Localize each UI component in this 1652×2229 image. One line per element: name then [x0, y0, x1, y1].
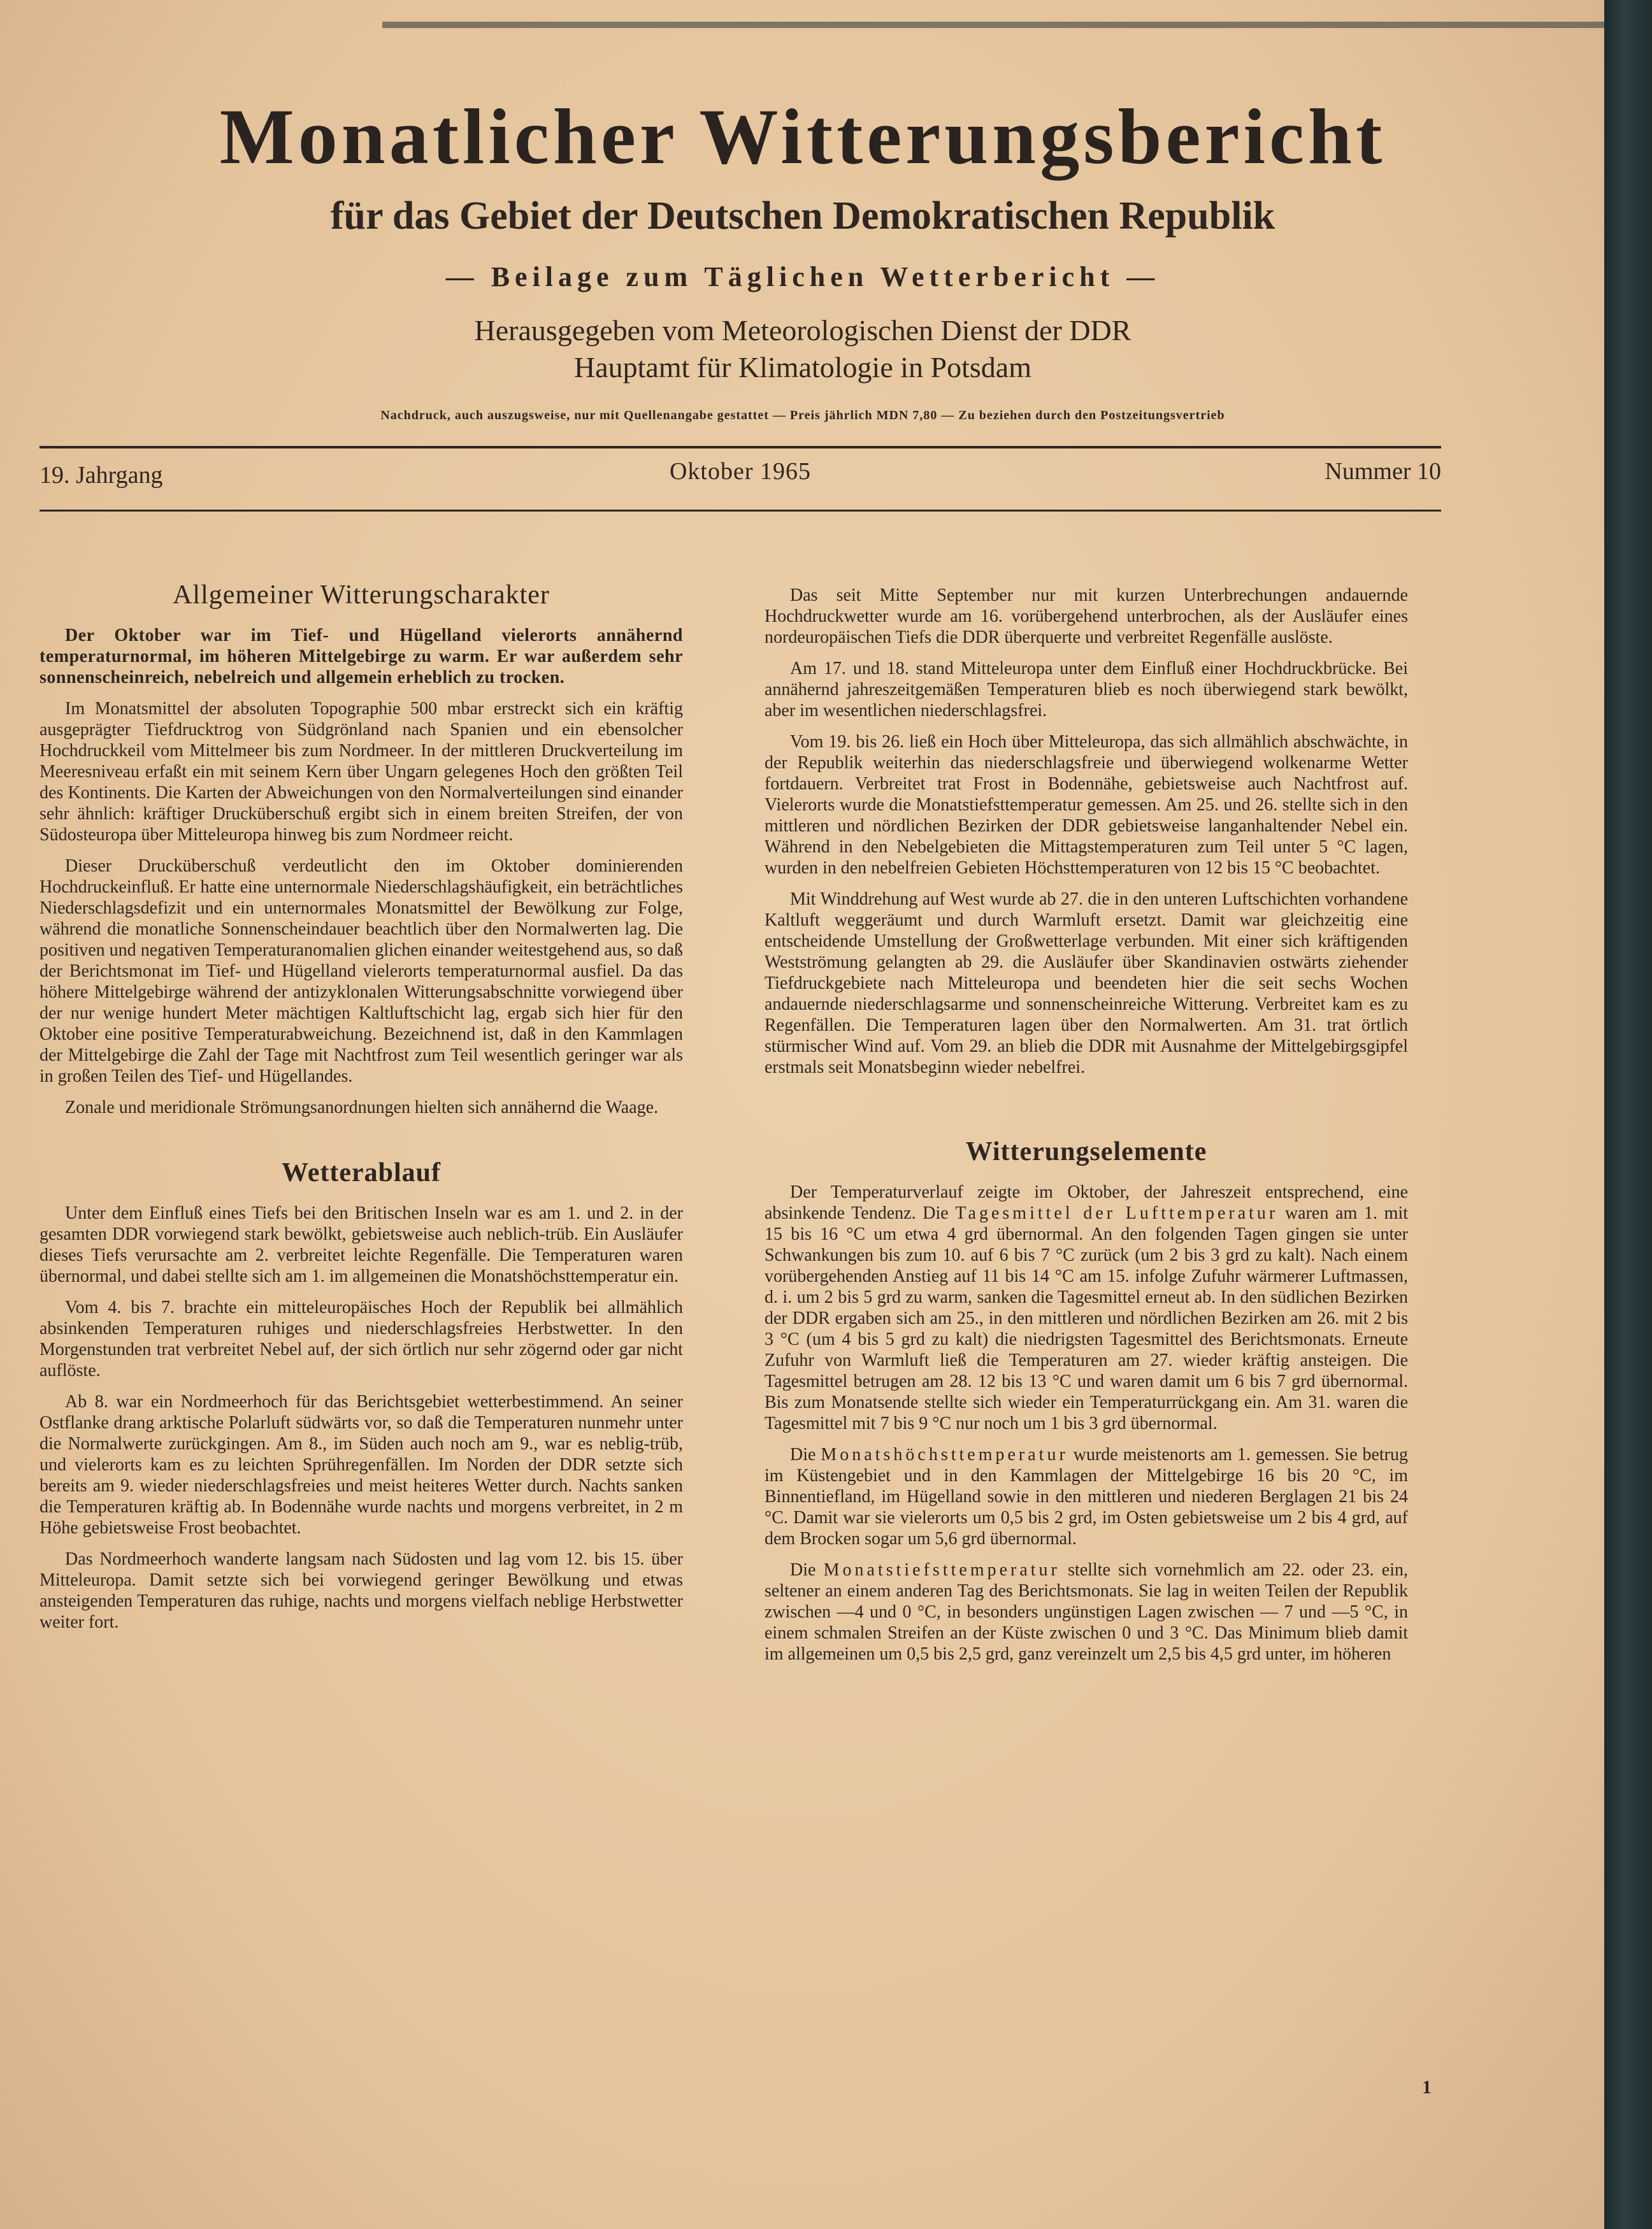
publisher-line-1: Herausgegeben vom Meteorologischen Dienst der DDR [474, 314, 1131, 347]
supplement-line: — Beilage zum Täglichen Wetterbericht — [445, 261, 1160, 293]
paragraph: Am 17. und 18. stand Mitteleuropa unter dem Einfluß einer Hochdruckbrücke. Bei annähernd jahreszeitgemäßen Temperaturen blieb es noch überwiegend stark bewölkt, aber im wesentlichen niederschlagsfrei. [765, 659, 1408, 720]
volume: 19. Jahrgang [40, 462, 163, 489]
publication-title: Monatlicher Witterungsbericht [219, 93, 1386, 180]
paragraph: Ab 8. war ein Nordmeerhoch für das Berichtsgebiet wetterbestimmend. An seiner Ostflanke drang arktische Polarluft südwärts vor, so daß die Temperaturen nunmehr unter die Normalwerte zurückgingen. Am 8., im Süden auch noch am 9., war es neblig-trüb, und vielerorts kam es zu leichten Sprühregenfällen. Im Norden der DDR setzte sich bereits am 9. wieder niederschlagsfreies und meist heiteres Wetter durch. Nachts sanken die Temperaturen kräftig ab. In Bodennähe wurde nachts und morgens verbreitet, in 2 m Höhe gebietsweise Frost beobachtet. [40, 1392, 683, 1538]
text-run: Die [790, 1560, 824, 1580]
issue-info-line [40, 457, 1441, 496]
paragraph [765, 1444, 1408, 1549]
lead-paragraph: Der Oktober war im Tief- und Hügelland vielerorts annähernd temperaturnormal, im höheren Mittelgebirge zu warm. Er war außerdem sehr sonnenscheinreich, nebelreich und allgemein erheblich zu trocken. [40, 626, 683, 687]
paragraph: Unter dem Einfluß eines Tiefs bei den Britischen Inseln war es am 1. und 2. in der gesamten DDR vorwiegend stark bewölkt, gebietsweise auch neblich-trüb. Ein Ausläufer dieses Tiefs verursachte am 2. verbreitet leichte Regenfälle. Die Temperaturen waren übernormal, und dabei stellte sich am 1. im allgemeinen die Monatshöchsttemperatur ein. [40, 1203, 683, 1286]
heading-wetterablauf: Wetterablauf [282, 1158, 441, 1187]
paragraph: Zonale und meridionale Strömungsanordnungen hielten sich annähernd die Waage. [65, 1098, 659, 1117]
spaced-term: Monatstiefsttemperatur [823, 1560, 1060, 1580]
paragraph: Dieser Drucküberschuß verdeutlicht den im Oktober dominierenden Hochdruckeinfluß. Er hatte eine unternormale Niederschlagshäufigkeit, ein beträchtliches Niederschlagsdefizit und ein unternormales Monatsmittel der Bewölkung zur Folge, während die monatliche Sonnenscheindauer beachtlich über den Normalwerten lag. Die positiven und negativen Temperaturanomalien glichen einander weitestgehend aus, so daß der Berichtsmonat im Tief- und Hügelland vielerorts temperaturnormal ausfiel. Da das höhere Mittelgebirge während der antizyklonalen Witterungsabschnitte vorwiegend über der nur wenige hundert Meter mächtigen Kaltluftschicht lag, ergab sich hier für den Oktober eine positive Temperaturabweichung. Bezeichnend ist, daß in den Kammlagen der Mittelgebirge die Zahl der Tage mit Nachtfrost zum Teil wesentlich geringer war als in großen Teilen des Tief- und Hügellandes. [40, 856, 683, 1086]
text-run: Die [790, 1445, 821, 1465]
paragraph: Vom 4. bis 7. brachte ein mitteleuropäisches Hoch der Republik bei allmählich absinkenden Temperaturen ruhiges und niederschlagsfreies Herbstwetter. In den Morgenstunden trat verbreitet Nebel auf, der sich örtlich nur sehr zögernd oder gar nicht auflöste. [40, 1298, 683, 1380]
right-column [765, 585, 1408, 1675]
paragraph: Mit Winddrehung auf West wurde ab 27. die in den unteren Luftschichten vorhandene Kaltluft weggeräumt und durch Warmluft ersetzt. Damit war gleichzeitig eine entscheidende Umstellung der Großwetterlage verbunden. Mit einer sich kräftigenden Westströmung gelangten ab 29. die Ausläufer über Skandinavien ostwärts ziehender Tiefdruckgebiete nach Mitteleuropa und beendeten hier die seit sechs Wochen andauernde niederschlagsarme und sonnenscheinreiche Witterung. Verbreitet kam es zu Regenfällen. Die Temperaturen lagen über den Normalwerten. Am 31. trat örtlich stürmischer Wind auf. Vom 29. an blieb die DDR mit Ausnahme der Mittelgebirgsgipfel erstmals seit Monatsbeginn wieder nebelfrei. [765, 889, 1408, 1077]
paragraph [765, 1182, 1408, 1434]
publisher-line-2: Hauptamt für Klimatologie in Potsdam [573, 350, 1031, 383]
text-run: wurde meistenorts am 1. gemessen. Sie betrug im Küstengebiet und in den Kammlagen der Mittelgebirge 16 bis 20 °C, im Binnentiefland, im Hügelland sowie in den mittleren und niederen Berglagen 21 bis 24 °C. Damit war sie vielerorts um 0,5 bis 2 grd, im Osten gebietsweise um 2 bis 4 grd, auf dem Brocken sogar um 5,6 grd übernormal. [765, 1445, 1408, 1549]
publication-subtitle: für das Gebiet der Deutschen Demokratischen Republik [330, 194, 1275, 238]
page-number: 1 [1422, 2077, 1432, 2098]
paragraph: Das Nordmeerhoch wanderte langsam nach Südosten und lag vom 12. bis 15. über Mitteleuropa. Damit setzte sich bei vorwiegend geringer Bewölkung und etwas ansteigenden Temperaturen das ruhige, nachts und morgens vielfach neblige Herbstwetter weiter fort. [40, 1549, 683, 1632]
paragraph: Das seit Mitte September nur mit kurzen Unterbrechungen andauernde Hochdruckwetter wurde am 16. vorübergehend unterbrochen, als der Ausläufer eines nordeuropäischen Tiefs die DDR überquerte und verbreitet Regenfälle auslöste. [765, 585, 1408, 647]
rule-bottom [40, 510, 1441, 512]
heading-allgemeiner-witterungscharakter: Allgemeiner Witterungscharakter [173, 580, 550, 610]
text-run: Der Temperaturverlauf zeigte im Oktober, der Jahreszeit entsprechend, eine absinkende Tendenz. Die [765, 1182, 1408, 1223]
book-binding [1604, 0, 1652, 2229]
reprint-notice: Nachdruck, auch auszugsweise, nur mit Quellenangabe gestattet — Preis jährlich MDN 7,80 — Zu beziehen durch den Postzeitungsvertrieb [380, 408, 1225, 423]
text-run: waren am 1. mit 15 bis 16 °C um etwa 4 grd übernormal. An den folgenden Tagen gingen sie unter Schwankungen bis zum 10. auf 6 bis 7 °C zurück (um 2 bis 3 grd zu kalt). Nach einem vorübergehenden Anstieg auf 11 bis 14 °C am 15. infolge Zufuhr wärmerer Luftmassen, d. i. um 2 bis 5 grd zu warm, sanken die Tagesmittel erneut ab. In den südlichen Bezirken der DDR ergaben sich am 25., in den mittleren und nördlichen Bezirken am 26. mit 2 bis 3 °C (um 4 bis 5 grd zu kalt) die niedrigsten Tagesmittel des Berichtsmonats. Erneute Zufuhr von Warmluft ließ die Temperaturen am 27. wieder kräftig ansteigen. Die Tagesmittel betrugen am 28. 12 bis 13 °C und waren damit um 6 bis 7 grd übernormal. Bis zum Monatsende stellte sich wieder ein Temperaturrückgang ein. Am 31. waren die Tagesmittel mit 7 bis 9 °C nur noch um 1 bis 3 grd übernormal. [765, 1203, 1409, 1433]
spaced-term: Monatshöchsttemperatur [821, 1445, 1068, 1465]
heading-witterungselemente: Witterungselemente [965, 1137, 1207, 1166]
spaced-term: Tagesmittel der Lufttemperatur [955, 1203, 1279, 1223]
text-run: stellte sich vornehmlich am 22. oder 23. ein, seltener an einem anderen Tag des Berichtsmonats. Sie lag in weiten Teilen der Republik zwischen —4 und 0 °C, in besonders ungünstigen Lagen zwischen — 7 und —5 °C, in einem schmalen Streifen an der Küste zwischen 0 und 3 °C. Das Minimum blieb damit im allgemeinen um 0,5 bis 2,5 grd, ganz vereinzelt um 2,5 bis 4,5 grd unter, im höheren [765, 1560, 1409, 1664]
top-edge-strip [382, 22, 1604, 28]
left-column [40, 580, 683, 1643]
publisher-block [38, 312, 1567, 385]
issue-number: Nummer 10 [1325, 458, 1441, 485]
issue-date: Oktober 1965 [669, 458, 812, 485]
paragraph: Vom 19. bis 26. ließ ein Hoch über Mitteleuropa, das sich allmählich abschwächte, in der Republik weiterhin das niederschlagsfreie und überwiegend wolkenarme Wetter fortdauern. Verbreitet trat Frost in Bodennähe, gebietsweise auch Nachtfrost auf. Vielerorts wurde die Monatstiefsttemperatur gemessen. Am 25. und 26. stellte sich in den mittleren und nördlichen Bezirken der DDR gebietsweise langanhaltender Nebel ein. Während in den Nebelgebieten die Mittagstemperaturen zum Teil unter 5 °C lagen, wurden in den nebelfreien Gebieten Höchsttemperaturen von 12 bis 15 °C beobachtet. [765, 732, 1408, 878]
rule-top [40, 446, 1441, 448]
masthead [38, 93, 1567, 423]
paragraph: Im Monatsmittel der absoluten Topographie 500 mbar erstreckt sich ein kräftig ausgeprägter Tiefdrucktrog von Südgrönland nach Spanien und ein ebensolcher Hochdruckkeil vom Mittelmeer bis zum Nordmeer. In der mittleren Druckverteilung im Meeresniveau erfaßt ein mit seinem Kern über Ungarn gelegenes Hoch den größten Teil des Kontinents. Die Karten der Abweichungen von den Normalverteilungen sind einander sehr ähnlich: kräftiger Drucküberschuß ergibt sich in einem breiten Streifen, der von Südosteuropa über Mitteleuropa hinweg bis zum Nordmeer reicht. [40, 699, 683, 845]
paragraph [765, 1559, 1408, 1665]
